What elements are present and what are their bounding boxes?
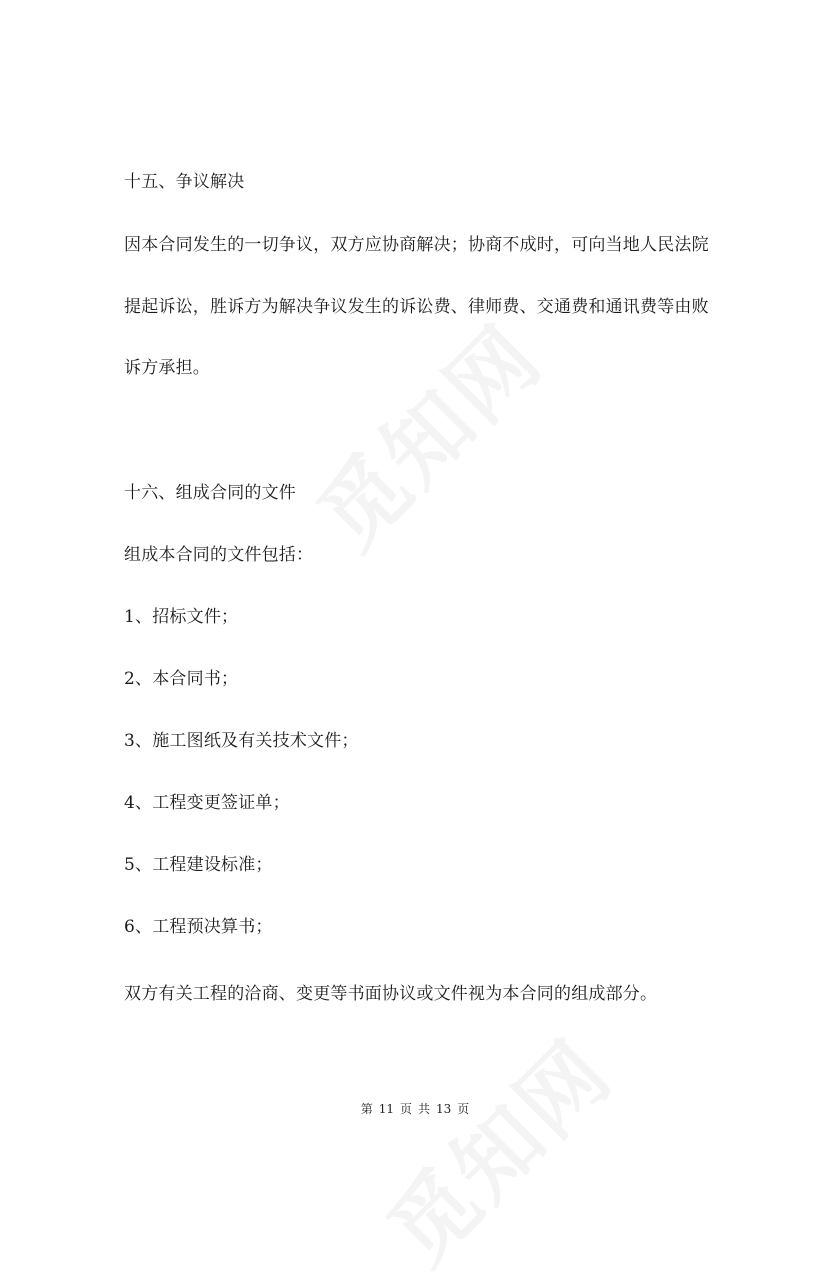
paragraph-line: 因本合同发生的一切争议，双方应协商解决；协商不成时，可向当地人民法院: [124, 235, 709, 255]
footer-page-label: 页: [399, 1102, 412, 1116]
list-item: 6、工程预决算书；: [124, 917, 273, 937]
watermark: [286, 293, 565, 572]
list-item: 2、本合同书；: [124, 669, 239, 689]
footer-total-prefix: 共: [418, 1102, 431, 1116]
paragraph-line: 双方有关工程的洽商、变更等书面协议或文件视为本合同的组成部分。: [124, 984, 658, 1004]
footer-total-suffix: 页: [457, 1102, 470, 1116]
footer-prefix: 第: [360, 1102, 373, 1116]
watermark: [356, 1008, 635, 1286]
section-heading: 十五、争议解决: [124, 172, 245, 192]
section-heading: 十六、组成合同的文件: [124, 483, 296, 503]
list-item: 4、工程变更签证单；: [124, 793, 290, 813]
list-item: 5、工程建设标准；: [124, 855, 273, 875]
current-page-number: 11: [378, 1102, 394, 1116]
paragraph-line: 组成本合同的文件包括：: [124, 545, 314, 565]
list-item: 3、施工图纸及有关技术文件；: [124, 731, 359, 751]
paragraph-line: 诉方承担。: [124, 358, 210, 378]
paragraph-line: 提起诉讼，胜诉方为解决争议发生的诉讼费、律师费、交通费和通讯费等由败: [124, 297, 709, 317]
page-number-footer: [0, 1101, 830, 1117]
list-item: 1、招标文件；: [124, 607, 239, 627]
total-pages-number: 13: [436, 1102, 452, 1116]
